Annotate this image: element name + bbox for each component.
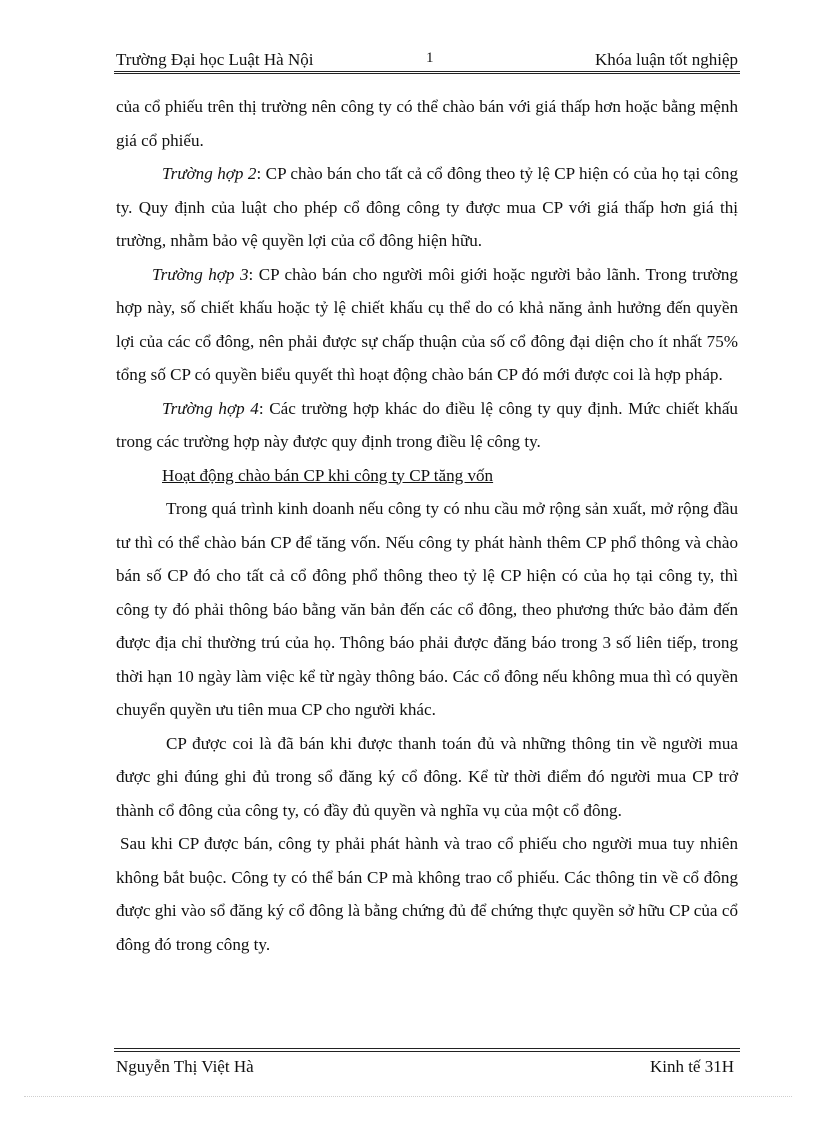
- header-school: Trường Đại học Luật Hà Nội: [116, 50, 314, 69]
- page-footer: [116, 1056, 734, 1078]
- paragraph-case-3: [116, 258, 738, 392]
- case-4-label: Trường hợp 4: [162, 398, 259, 418]
- page-header: [116, 50, 738, 70]
- section-heading: Hoạt động chào bán CP khi công ty CP tăng vốn: [162, 465, 494, 485]
- case-2-label: Trường hợp 2: [162, 164, 257, 183]
- footer-divider: [114, 1048, 740, 1052]
- case-3-label: Trường hợp 3: [152, 264, 249, 284]
- paragraph-case-4: [116, 392, 738, 459]
- case-3-text: : CP chào bán cho người môi giới hoặc người bảo lãnh. Trong trường hợp này, số chiết khấu hoặc tỷ lệ chiết khấu cụ thể do có khả năng ảnh hưởng đến quyền lợi của các cổ đông, nên phải được sự chấp thuận của số cổ đông đại diện cho ít nhất 75% tổng số CP có quyền biểu quyết thì hoạt động chào bán CP đó mới được coi là hợp pháp.: [116, 264, 738, 384]
- page-number: 1: [426, 50, 434, 66]
- header-doc-type: Khóa luận tốt nghiệp: [594, 50, 738, 69]
- paragraph-share-sold: CP được coi là đã bán khi được thanh toán đủ và những thông tin về người mua được ghi đúng ghi đủ trong sổ đăng ký cổ đông. Kể từ thời điểm đó người mua CP trở thành cổ đông của công ty, có đầy đủ quyền và nghĩa vụ của một cổ đông.: [116, 733, 738, 820]
- footer-class: Kinh tế 31H: [649, 1057, 734, 1076]
- page-bottom-separator: [24, 1096, 792, 1097]
- paragraph-continuation: của cổ phiếu trên thị trường nên công ty có thể chào bán với giá thấp hơn hoặc bằng mệnh giá cổ phiếu.: [116, 97, 738, 150]
- paragraph-capital-increase: Trong quá trình kinh doanh nếu công ty có nhu cầu mở rộng sản xuất, mở rộng đầu tư thì có thể chào bán CP để tăng vốn. Nếu công ty phát hành thêm CP phổ thông và chào bán số CP đó cho tất cả cổ đông phổ thông theo tỷ lệ CP hiện có của họ tại công ty, thì công ty đó phải thông báo bằng văn bản đến các cổ đông, theo phương thức bảo đảm đến được địa chỉ thường trú của họ. Thông báo phải được đăng báo trong 3 số liên tiếp, trong thời hạn 10 ngày làm việc kể từ ngày thông báo. Các cổ đông nếu không mua thì có quyền chuyển quyền ưu tiên mua CP cho người khác.: [116, 499, 738, 719]
- document-body: [116, 90, 738, 961]
- case-4-text: : Các trường hợp khác do điều lệ công ty quy định. Mức chiết khấu trong các trường hợp này được quy định trong điều lệ công ty.: [116, 398, 738, 451]
- paragraph-case-2: [116, 157, 738, 258]
- header-divider: [114, 71, 740, 74]
- footer-author: Nguyễn Thị Việt Hà: [116, 1057, 254, 1076]
- paragraph-after-sale: Sau khi CP được bán, công ty phải phát hành và trao cổ phiếu cho người mua tuy nhiên không bắt buộc. Công ty có thể bán CP mà không trao cổ phiếu. Các thông tin về cổ đông được ghi vào sổ đăng ký cổ đông là bằng chứng đủ để chứng thực quyền sở hữu CP của cổ đông đó trong công ty.: [116, 834, 738, 954]
- case-2-text: : CP chào bán cho tất cả cổ đông theo tỷ lệ CP hiện có của họ tại công ty. Quy định của luật cho phép cổ đông công ty được mua CP với giá thấp hơn giá thị trường, nhằm bảo vệ quyền lợi của cổ đông hiện hữu.: [116, 164, 738, 250]
